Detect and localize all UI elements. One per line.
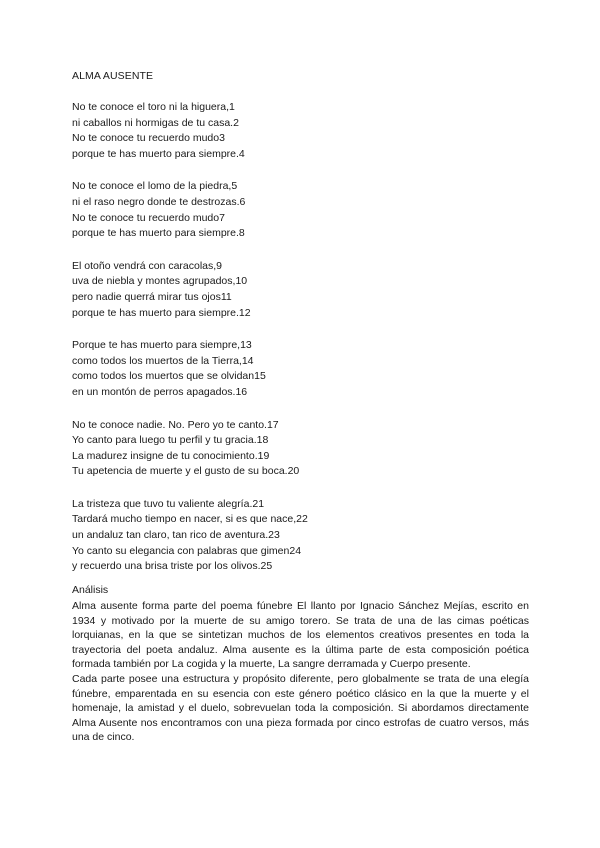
verse-line: un andaluz tan claro, tan rico de aventura.23 [72,529,280,542]
verse-line: porque te has muerto para siempre.12 [72,306,251,319]
verse-line: Tu apetencia de muerte y el gusto de su boca.20 [72,465,300,478]
verse-line: La madurez insigne de tu conocimiento.19 [72,449,270,462]
verse-line: como todos los muertos de la Tierra,14 [72,354,254,367]
verse-line: uva de niebla y montes agrupados,10 [72,275,248,288]
verse-line: La tristeza que tuvo tu valiente alegría.21 [72,497,265,510]
verse-line: No te conoce nadie. No. Pero yo te canto.17 [72,418,279,431]
verse-line: pero nadie querrá mirar tus ojos11 [72,290,232,303]
verse-line: No te conoce el lomo de la piedra,5 [72,180,238,193]
verse-line: porque te has muerto para siempre.8 [72,227,245,240]
verse-line: ni caballos ni hormigas de tu casa.2 [72,116,239,129]
stanza-5 [72,418,542,480]
verse-line: Yo canto su elegancia con palabras que gimen24 [72,544,302,557]
verse-line: como todos los muertos que se olvidan15 [72,370,266,383]
analysis-heading: Análisis [72,584,109,596]
verse-line: y recuerdo una brisa triste por los olivos.25 [72,560,273,573]
analysis-paragraph: Alma ausente forma parte del poema fúnebre El llanto por Ignacio Sánchez Mejías, escrito en 1934 y motivado por la muerte de su amigo torero. Se trata de una de las cimas poéticas lorquianas, en la que se sintetizan muchos de los elementos creativos presentes en toda la trayectoria del poeta andaluz. Alma ausente es la última parte de esta composición poética formada también por La cogida y la muerte, La sangre derramada y Cuerpo presente. [72,600,529,671]
verse-line: No te conoce tu recuerdo mudo7 [72,211,225,224]
poem-body [72,100,542,592]
stanza-4 [72,338,542,400]
stanza-6 [72,497,542,575]
verse-line: No te conoce tu recuerdo mudo3 [72,132,225,145]
analysis-body [72,599,529,745]
verse-line: ni el raso negro donde te destrozas.6 [72,195,246,208]
verse-line: Yo canto para luego tu perfil y tu gracia.18 [72,434,269,447]
verse-line: No te conoce el toro ni la higuera,1 [72,101,235,113]
stanza-3 [72,259,542,321]
verse-line: porque te has muerto para siempre.4 [72,147,245,160]
stanza-1 [72,100,542,162]
poem-title: ALMA AUSENTE [72,70,154,82]
stanza-2 [72,179,542,241]
verse-line: Porque te has muerto para siempre,13 [72,339,252,352]
analysis-paragraph: Cada parte posee una estructura y propósito diferente, pero globalmente se trata de una elegía fúnebre, emparentada en su esencia con este género poético clásico en la que la muerte y el homenaje, la amistad y el duelo, sobrevuelan toda la composición. Si abordamos directamente Alma Ausente nos encontramos con una pieza formada por cinco estrofas de cuatro versos, más una de cinco. [72,672,529,744]
verse-line: Tardará mucho tiempo en nacer, si es que nace,22 [72,513,308,526]
verse-line: en un montón de perros apagados.16 [72,385,248,398]
verse-line: El otoño vendrá con caracolas,9 [72,259,223,272]
